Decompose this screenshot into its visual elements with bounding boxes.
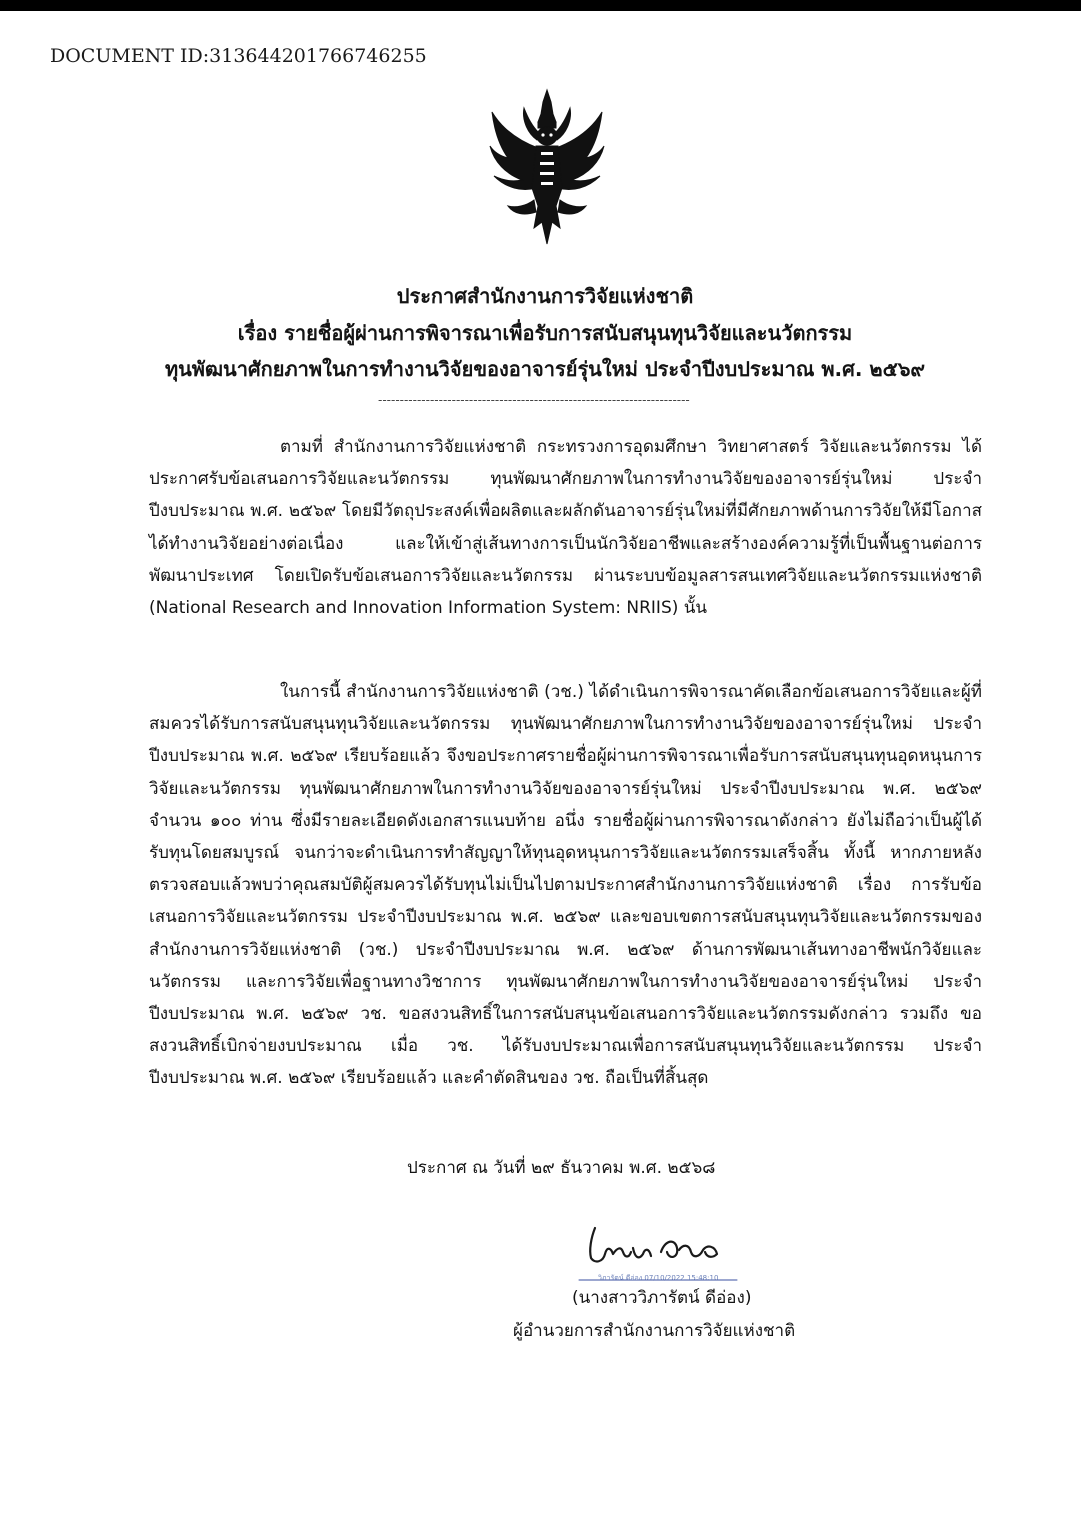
announcement-subject-continued: ทุนพัฒนาศักยภาพในการทำงานวิจัยของอาจารย์รุ่นใหม่ ประจำปีงบประมาณ พ.ศ. ๒๕๖๙: [164, 357, 926, 381]
document-id: DOCUMENT ID:313644201766746255: [50, 45, 427, 67]
signer-title: ผู้อำนวยการสำนักงานการวิจัยแห่งชาติ: [513, 1321, 796, 1341]
top-edge-bar: [0, 0, 1081, 11]
announcement-date: ประกาศ ณ วันที่ ๒๙ ธันวาคม พ.ศ. ๒๕๖๘: [407, 1158, 716, 1178]
garuda-emblem-icon: [486, 88, 608, 248]
announcement-heading: ประกาศสำนักงานการวิจัยแห่งชาติ: [396, 284, 694, 308]
signature-timestamp: วิภารัตน์ ดีอ่อง 07/10/2022 15:48:10: [598, 1274, 719, 1282]
body-paragraph-2: ในการนี้ สำนักงานการวิจัยแห่งชาติ (วช.) ได้ดำเนินการพิจารณาคัดเลือกข้อเสนอการวิจัยและผู้ที่สมควรได้รับการสนับสนุนทุนวิจัยและนวัตกรรม ทุนพัฒนาศักยภาพในการทำงานวิจัยของอาจารย์รุ่นใหม่ ประจำปีงบประมาณ พ.ศ. ๒๕๖๙ เรียบร้อยแล้ว จึงขอประกาศรายชื่อผู้ผ่านการพิจารณาเพื่อรับการสนับสนุนทุนอุดหนุนการวิจัยและนวัตกรรม ทุนพัฒนาศักยภาพในการทำงานวิจัยของอาจารย์รุ่นใหม่ ประจำปีงบประมาณ พ.ศ. ๒๕๖๙ จำนวน ๑๐๐ ท่าน ซึ่งมีรายละเอียดดังเอกสารแนบท้าย อนึ่ง รายชื่อผู้ผ่านการพิจารณาดังกล่าว ยังไม่ถือว่าเป็นผู้ได้รับทุนโดยสมบูรณ์ จนกว่าจะดำเนินการทำสัญญาให้ทุนอุดหนุนการวิจัยและนวัตกรรมเสร็จสิ้น ทั้งนี้ หากภายหลังตรวจสอบแล้วพบว่าคุณสมบัติผู้สมควรได้รับทุนไม่เป็นไปตามประกาศสำนักงานการวิจัยแห่งชาติ เรื่อง การรับข้อเสนอการวิจัยและนวัตกรรม ประจำปีงบประมาณ พ.ศ. ๒๕๖๙ และขอบเขตการสนับสนุนทุนวิจัยและนวัตกรรมของสำนักงานการวิจัยแห่งชาติ (วช.) ประจำปีงบประมาณ พ.ศ. ๒๕๖๙ ด้านการพัฒนาเส้นทางอาชีพนักวิจัยและนวัตกรรม และการวิจัยเพื่อฐานทางวิชาการ ทุนพัฒนาศักยภาพในการทำงานวิจัยของอาจารย์รุ่นใหม่ ประจำปีงบประมาณ พ.ศ. ๒๕๖๙ วช. ขอสงวนสิทธิ์ในการสนับสนุนข้อเสนอการวิจัยและนวัตกรรมดังกล่าว รวมถึง ขอสงวนสิทธิ์เบิกจ่ายงบประมาณ เมื่อ วช. ได้รับงบประมาณเพื่อการสนับสนุนทุนวิจัยและนวัตกรรม ประจำปีงบประมาณ พ.ศ. ๒๕๖๙ เรียบร้อยแล้ว และคำตัดสินของ วช. ถือเป็นที่สิ้นสุด: [149, 682, 982, 1089]
announcement-subject: เรื่อง รายชื่อผู้ผ่านการพิจารณาเพื่อรับการสนับสนุนทุนวิจัยและนวัตกรรม: [237, 321, 853, 345]
heading-separator: ------------------------------------------------------------------------: [378, 393, 690, 407]
signer-name: (นางสาววิภารัตน์ ดีอ่อง): [572, 1288, 752, 1308]
body-paragraph-1: ตามที่ สำนักงานการวิจัยแห่งชาติ กระทรวงการอุดมศึกษา วิทยาศาสตร์ วิจัยและนวัตกรรม ได้ประกาศรับข้อเสนอการวิจัยและนวัตกรรม ทุนพัฒนาศักยภาพในการทำงานวิจัยของอาจารย์รุ่นใหม่ ประจำปีงบประมาณ พ.ศ. ๒๕๖๙ โดยมีวัตถุประสงค์เพื่อผลิตและผลักดันอาจารย์รุ่นใหม่ที่มีศักยภาพด้านการวิจัยให้มีโอกาสได้ทำงานวิจัยอย่างต่อเนื่อง และให้เข้าสู่เส้นทางการเป็นนักวิจัยอาชีพและสร้างองค์ความรู้ที่เป็นพื้นฐานต่อการพัฒนาประเทศ โดยเปิดรับข้อเสนอการวิจัยและนวัตกรรม ผ่านระบบข้อมูลสารสนเทศวิจัยและนวัตกรรมแห่งชาติ (National Research and Innovation Information System: NRIIS) นั้น: [149, 437, 982, 619]
